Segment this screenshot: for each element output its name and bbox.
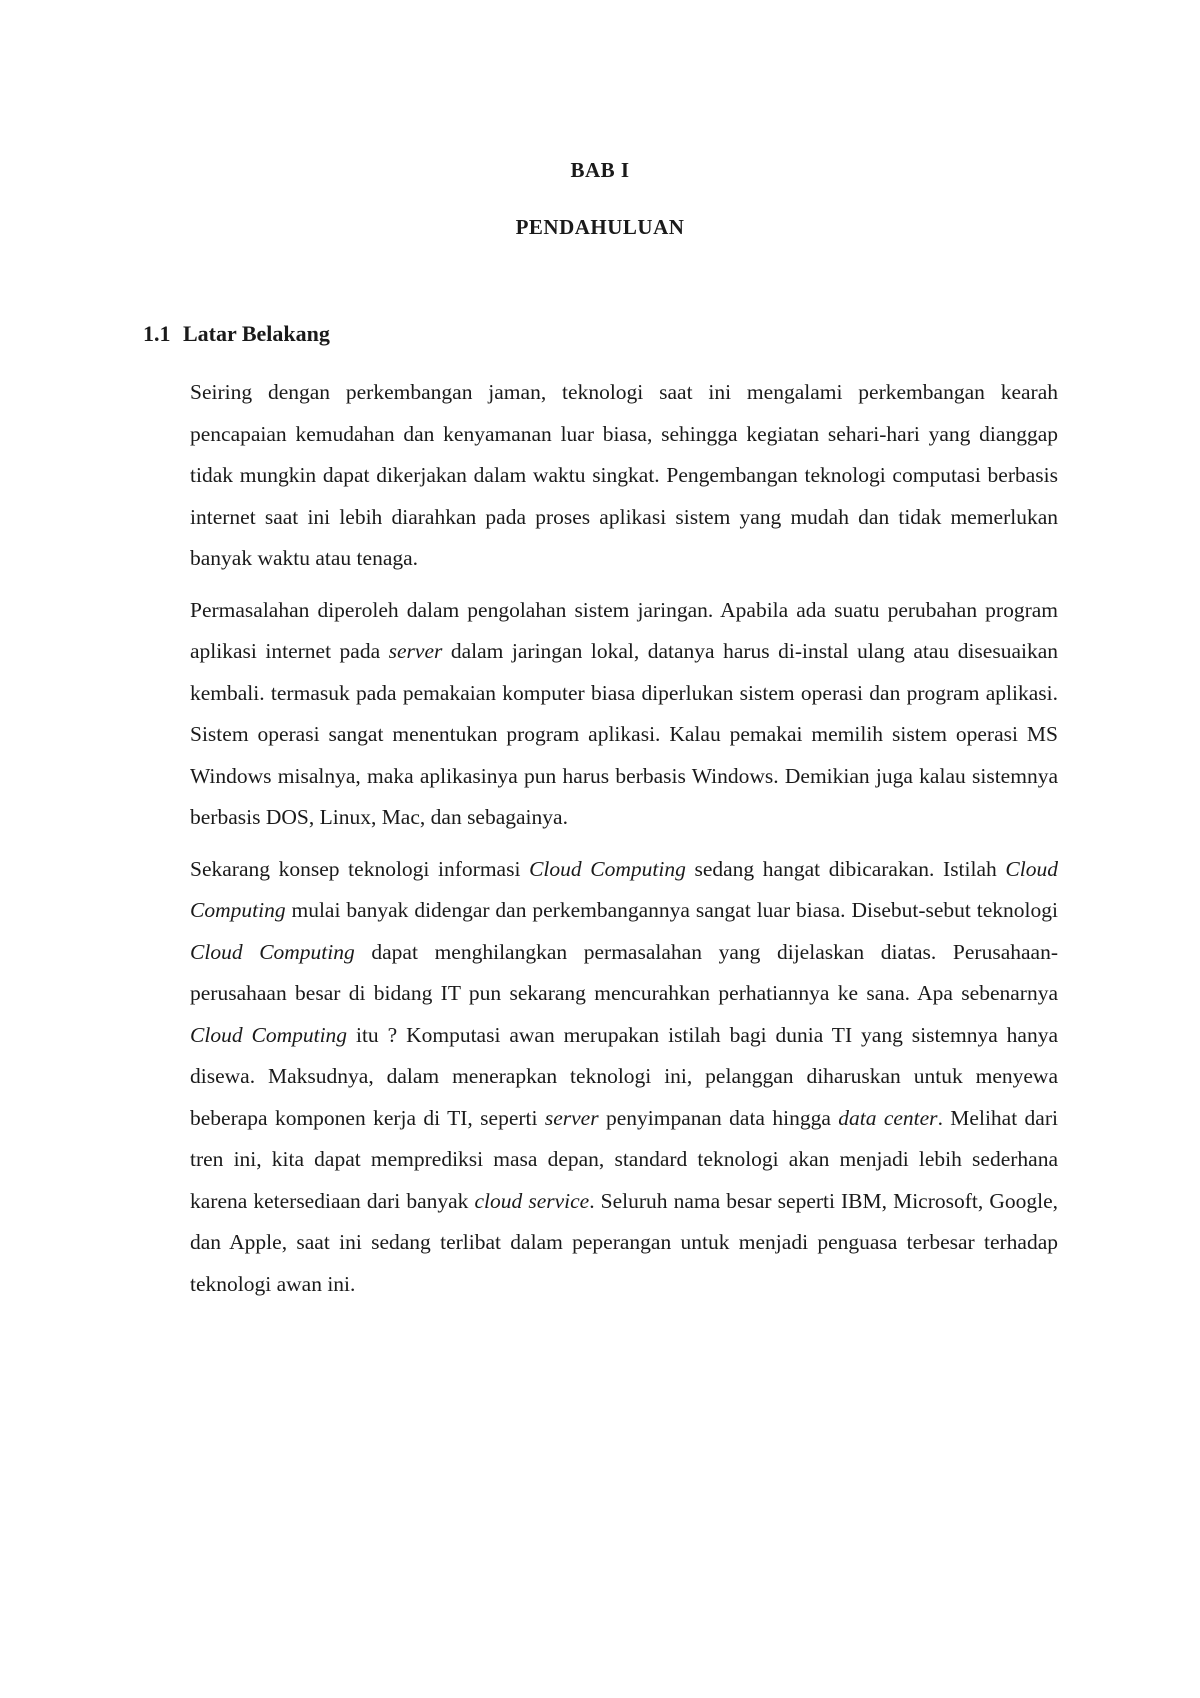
section-heading [143,321,330,347]
section-title: Latar Belakang [183,321,330,346]
italic-term: Cloud Computing [190,1022,348,1047]
text-segment: dalam jaringan lokal, datanya harus di-instal ulang atau disesuaikan kembali. termasuk pada pemakaian komputer biasa diperlukan sistem operasi dan program aplikasi. Sistem operasi sangat menentukan program aplikasi. Kalau pemakai memilih sistem operasi MS Windows misalnya, maka aplikasinya pun harus berbasis Windows. Demikian juga kalau sistemnya berbasis DOS, Linux, Mac, dan sebagainya. [190,639,1059,829]
italic-term: Cloud Computing [190,856,1058,922]
italic-term: Cloud Computing [529,856,686,881]
text-segment: sedang hangat dibicarakan. Istilah [685,856,1006,881]
paragraph-3 [190,849,1058,1306]
text-segment: mulai banyak didengar dan perkembangannya sangat luar biasa. Disebut-sebut teknologi [285,898,1058,922]
text-segment: Permasalahan diperoleh dalam pengolahan sistem jaringan. Apabila ada suatu perubahan program aplikasi internet pada [190,597,1058,663]
text-segment: . Melihat dari tren ini, kita dapat memprediksi masa depan, standard teknologi akan menjadi lebih sederhana karena ketersediaan dari banyak [190,1105,1058,1213]
paragraph-2 [190,590,1058,839]
italic-term: server [544,1105,599,1130]
text-segment: itu ? Komputasi awan merupakan istilah bagi dunia TI yang sistemnya hanya disewa. Maksudnya, dalam menerapkan teknologi ini, pelanggan diharuskan untuk menyewa beberapa komponen kerja di TI, seperti [190,1022,1058,1130]
text-segment: penyimpanan data hingga [598,1105,839,1130]
chapter-title: PENDAHULUAN [515,215,685,239]
text-segment: dapat menghilangkan permasalahan yang dijelaskan diatas. Perusahaan-perusahaan besar di bidang IT pun sekarang mencurahkan perhatiannya ke sana. Apa sebenarnya [190,939,1058,1005]
section-number: 1.1 [143,321,171,346]
italic-term: server [388,639,443,663]
italic-term: cloud service [474,1188,590,1213]
body-text [190,372,1058,1315]
chapter-label: BAB I [570,158,630,182]
text-segment: Sekarang konsep teknologi informasi [190,856,530,881]
paragraph-1 [190,372,1058,580]
text-segment: Seiring dengan perkembangan jaman, teknologi saat ini mengalami perkembangan kearah pencapaian kemudahan dan kenyamanan luar biasa, sehingga kegiatan sehari-hari yang dianggap tidak mungkin dapat dikerjakan dalam waktu singkat. Pengembangan teknologi computasi berbasis internet saat ini lebih diarahkan pada proses aplikasi sistem yang mudah dan tidak memerlukan banyak waktu atau tenaga. [190,380,1058,570]
italic-term: Cloud Computing [190,939,355,964]
italic-term: data center [838,1105,938,1130]
text-segment: . Seluruh nama besar seperti IBM, Microsoft, Google, dan Apple, saat ini sedang terlibat dalam peperangan untuk menjadi penguasa terbesar terhadap teknologi awan ini. [190,1188,1058,1296]
